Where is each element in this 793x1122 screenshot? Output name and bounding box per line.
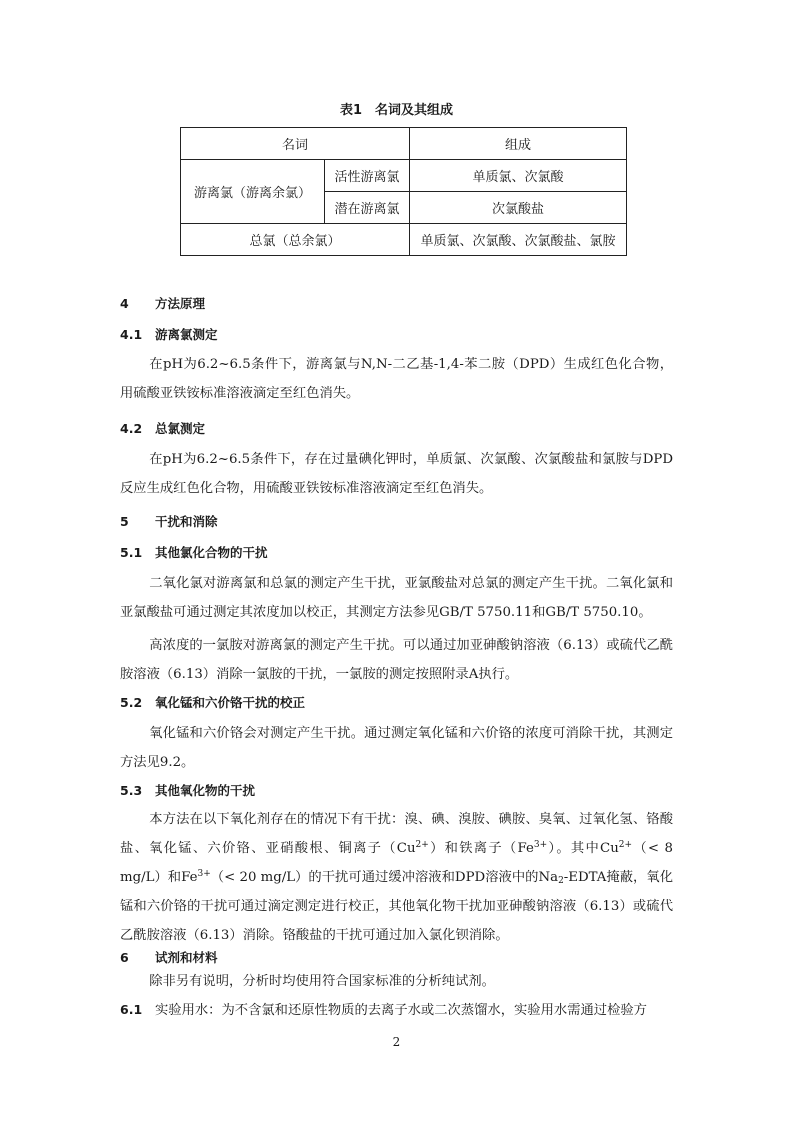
section-5-2-text: 氧化锰和六价铬会对测定产生干扰。通过测定氧化锰和六价铬的浓度可消除干扰，其测定方法见9.2。: [120, 726, 673, 770]
section-title: 游离氯测定: [155, 327, 218, 342]
latent-free-chlorine-cell: 潜在游离氯: [325, 192, 410, 224]
section-number: 5.1: [120, 545, 143, 560]
section-number: 4.1: [120, 327, 143, 342]
section-6-1-text: 6.1 实验用水：为不含氯和还原性物质的去离子水或二次蒸馏水，实验用水需通过检验方: [120, 1002, 647, 1018]
free-chlorine-cell: 游离氯（游离余氯）: [181, 160, 325, 224]
section-title: 其他氯化合物的干扰: [155, 545, 268, 560]
superscript: 2+: [618, 840, 633, 850]
section-4-2-heading: [120, 420, 205, 438]
section-5-1-heading: [120, 544, 268, 562]
table-header-row: [181, 128, 627, 160]
section-4-heading: [120, 295, 205, 313]
superscript: 3+: [533, 840, 548, 850]
total-chlorine-cell: 总氯（总余氯）: [181, 224, 410, 256]
section-5-2-heading: [120, 694, 305, 712]
section-title: 总氯测定: [155, 421, 206, 436]
section-5-1-paragraph-2: 高浓度的一氯胺对游离氯的测定产生干扰。可以通过加亚砷酸钠溶液（6.13）或硫代乙酰胺溶液（6.13）消除一氯胺的干扰，一氯胺的测定按照附录A执行。: [120, 638, 673, 682]
page-number: 2: [392, 1035, 401, 1049]
section-number: 5.3: [120, 783, 143, 798]
section-title: 其他氧化物的干扰: [155, 783, 256, 798]
section-5-3-text: 本方法在以下氧化剂存在的情况下有干扰：溴、碘、溴胺、碘胺、臭氧、过氧化氢、铬酸盐、氧化锰、六价铬、亚硝酸根、铜离子$(Cu^{2+})$和铁离子$(Fe^{3+})$。其中$Cu^{2+}(< 8$ mg/L）和$Fe^{3+}(< 20$ mg/L）的干扰可通过缓冲溶液和DPD溶液中的$Na_2$-EDTA掩蔽，氧化锰和六价铬的干扰可通过滴定测定进行校正，其他氧化物干扰加亚砷酸钠溶液（6.13）或硫代乙酰胺溶液（6.13）消除。铬酸盐的干扰可通过加入氯化钡消除。: [120, 812, 673, 943]
terms-table: [180, 127, 627, 256]
section-4-2-text: 在pH为6.2~6.5条件下，存在过量碘化钾时，单质氯、次氯酸、次氯酸盐和氯胺与DPD反应生成红色化合物，用硫酸亚铁铵标准溶液滴定至红色消失。: [120, 452, 673, 496]
section-number: 5: [120, 514, 129, 529]
section-5-1-paragraph-1: 二氧化氯对游离氯和总氯的测定产生干扰，亚氯酸盐对总氯的测定产生干扰。二氧化氯和亚氯酸盐可通过测定其浓度加以校正，其测定方法参见GB/T 5750.11和GB/T 5750.10。: [120, 576, 673, 620]
section-number: 5.2: [120, 695, 143, 710]
section-6-heading: [120, 949, 218, 967]
section-5-3-heading: [120, 782, 255, 800]
table-caption: 表1 名词及其组成: [339, 103, 454, 118]
section-title: 方法原理: [155, 296, 206, 311]
section-5-heading: [120, 513, 218, 531]
table-row: [181, 160, 627, 192]
active-composition-cell: 单质氯、次氯酸: [410, 160, 627, 192]
section-number: 4: [120, 296, 129, 311]
section-number: 6.1: [120, 1002, 143, 1017]
section-title: 氧化锰和六价铬干扰的校正: [155, 695, 306, 710]
section-title: 干扰和消除: [155, 514, 218, 529]
total-composition-cell: 单质氯、次氯酸、次氯酸盐、氯胺: [410, 224, 627, 256]
header-composition-cell: 组成: [410, 128, 627, 160]
superscript: 2+: [415, 840, 429, 850]
header-name-cell: 名词: [181, 128, 410, 160]
subscript: 2: [558, 876, 564, 886]
section-number: 4.2: [120, 421, 143, 436]
section-number: 6: [120, 950, 129, 965]
superscript: 3+: [197, 869, 211, 879]
section-title: 试剂和材料: [155, 950, 218, 965]
latent-composition-cell: 次氯酸盐: [410, 192, 627, 224]
section-4-1-heading: [120, 326, 218, 344]
section-4-1-text: 在pH为6.2~6.5条件下，游离氯与N,N-二乙基-1,4-苯二胺（DPD）生成红色化合物，用硫酸亚铁铵标准溶液滴定至红色消失。: [120, 357, 673, 401]
active-free-chlorine-cell: 活性游离氯: [325, 160, 410, 192]
table-row: [181, 224, 627, 256]
section-6-text: 除非另有说明，分析时均使用符合国家标准的分析纯试剂。: [149, 974, 495, 989]
